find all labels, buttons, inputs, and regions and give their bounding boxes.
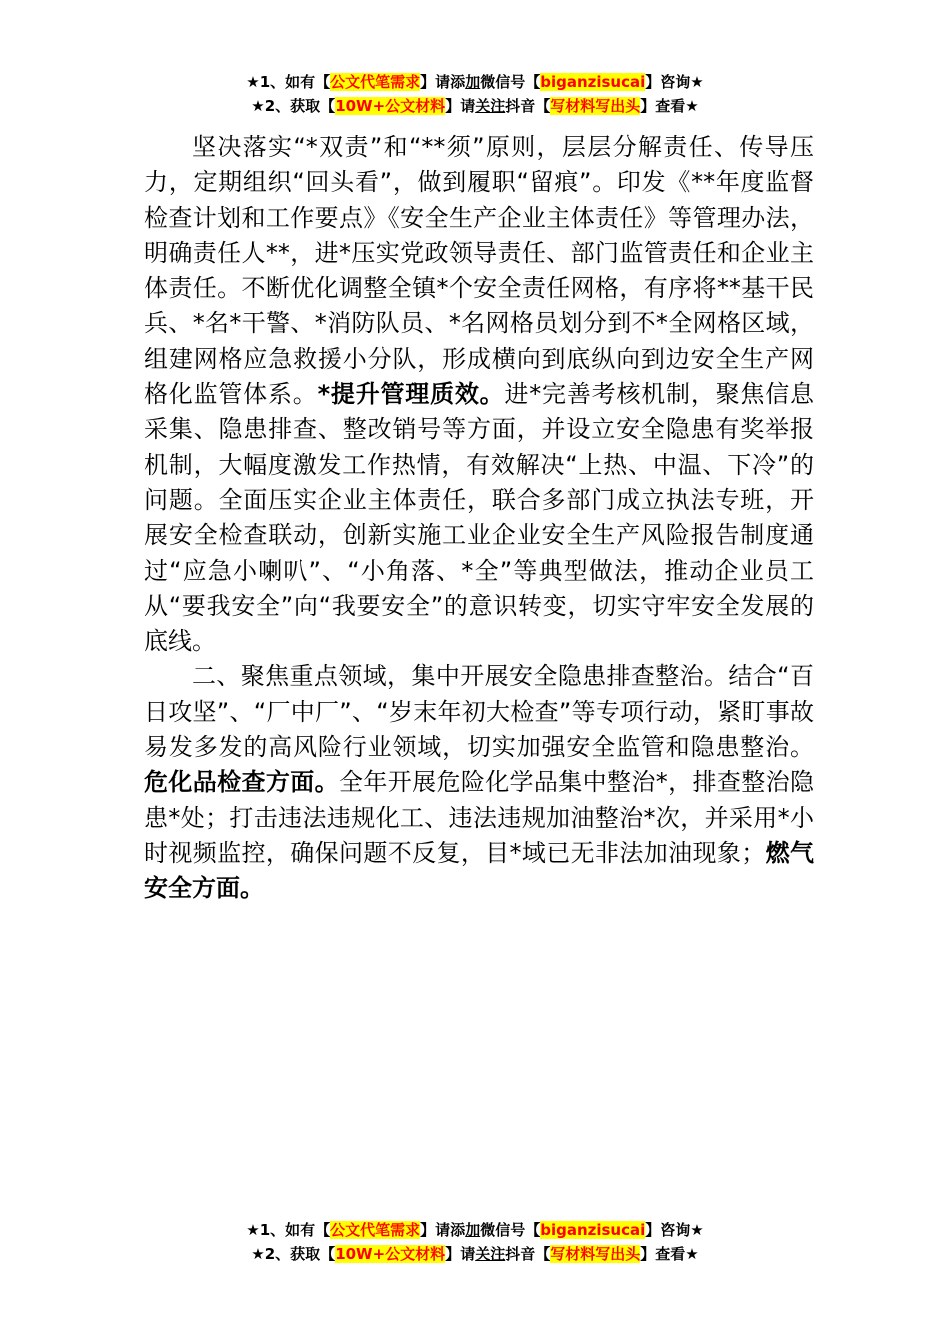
banner-text: 】请添 <box>420 73 466 91</box>
highlight-wechat-id: biganzisucai <box>540 1221 646 1239</box>
banner-text: 】请 <box>445 1245 476 1263</box>
banner-text: 】咨询★ <box>645 73 704 91</box>
banner-text: ★1、如有【 <box>246 73 331 91</box>
banner-text: ★1、如有【 <box>246 1221 331 1239</box>
paragraph-1 <box>144 130 814 659</box>
banner-text: 微信号【 <box>480 73 541 91</box>
banner-line-2 <box>0 94 950 118</box>
banner-text: 】请添 <box>420 1221 466 1239</box>
banner-text: ★2、获取【 <box>251 97 336 115</box>
banner-line-2 <box>0 1242 950 1266</box>
highlight-service: 公文代笔需求 <box>330 1221 421 1239</box>
banner-underlined-text: 加 <box>465 1221 481 1239</box>
paragraph-text: 坚决落实“*双责”和“**须”原则，层层分解责任、传导压力，定期组织“回头看”，做到履职“留痕”。印发《**年度监督检查计划和工作要点》《安全生产企业主体责任》等管理办法，明确责任人**，进*压实党政领导责任、部门监管责任和企业主体责任。不断优化调整全镇*个安全责任网格，有序将**基干民兵、*名*干警、*消防队员、*名网格员划分到不*全网格区域，组建网格应急救援小分队，形成横向到底纵向到边安全生产网格化监管体系。 <box>144 133 814 409</box>
banner-text: 】咨询★ <box>645 1221 704 1239</box>
banner-line-1 <box>0 70 950 94</box>
highlight-materials: 10W+公文材料 <box>335 1245 446 1263</box>
highlight-materials: 10W+公文材料 <box>335 97 446 115</box>
highlight-douyin-account: 写材料写出头 <box>550 1245 641 1263</box>
banner-text: 】查看★ <box>640 1245 699 1263</box>
banner-text: 】请 <box>445 97 476 115</box>
paragraph-text: 二、聚焦重点领域，集中开展安全隐患排查整治。结合“百日攻坚”、“厂中厂”、“岁末年初大检查”等专项行动，紧盯事故易发多发的高风险行业领域，切实加强安全监管和隐患整治。 <box>144 662 814 762</box>
paragraph-text: 全年开展危险化学品集中整治*，排查整治隐患*处；打击违法违规化工、违法违规加油整治*次，并采用*小时视频监控，确保问题不反复，目*域已无非法加油现象； <box>144 768 815 867</box>
bold-heading: 危化品检查方面。 <box>144 768 339 797</box>
banner-text: 抖音【 <box>505 1245 551 1263</box>
banner-text: 微信号【 <box>480 1221 541 1239</box>
highlight-douyin-account: 写材料写出头 <box>550 97 641 115</box>
banner-text: 抖音【 <box>505 97 551 115</box>
bold-heading: 燃气安全方面。 <box>144 838 815 903</box>
highlight-service: 公文代笔需求 <box>330 73 421 91</box>
footer-banner <box>0 1218 950 1266</box>
banner-underlined-text: 关注 <box>475 1245 506 1263</box>
banner-line-1 <box>0 1218 950 1242</box>
header-banner <box>0 70 950 118</box>
banner-text: 】查看★ <box>640 97 699 115</box>
bold-heading: *提升管理质效。 <box>317 380 505 409</box>
banner-underlined-text: 关注 <box>475 97 506 115</box>
paragraph-text: 进*完善考核机制，聚焦信息采集、隐患排查、整改销号等方面，并设立安全隐患有奖举报机制，大幅度激发工作热情，有效解决“上热、中温、下冷”的问题。全面压实企业主体责任，联合多部门成立执法专班，开展安全检查联动，创新实施工业企业安全生产风险报告制度通过“应急小喇叭”、“小角落、*全”等典型做法，推动企业员工从“要我安全”向“我要安全”的意识转变，切实守牢安全发展的底线。 <box>144 380 814 656</box>
paragraph-2 <box>144 659 814 906</box>
highlight-wechat-id: biganzisucai <box>540 73 646 91</box>
banner-text: ★2、获取【 <box>251 1245 336 1263</box>
banner-underlined-text: 加 <box>465 73 481 91</box>
document-body <box>144 130 814 907</box>
